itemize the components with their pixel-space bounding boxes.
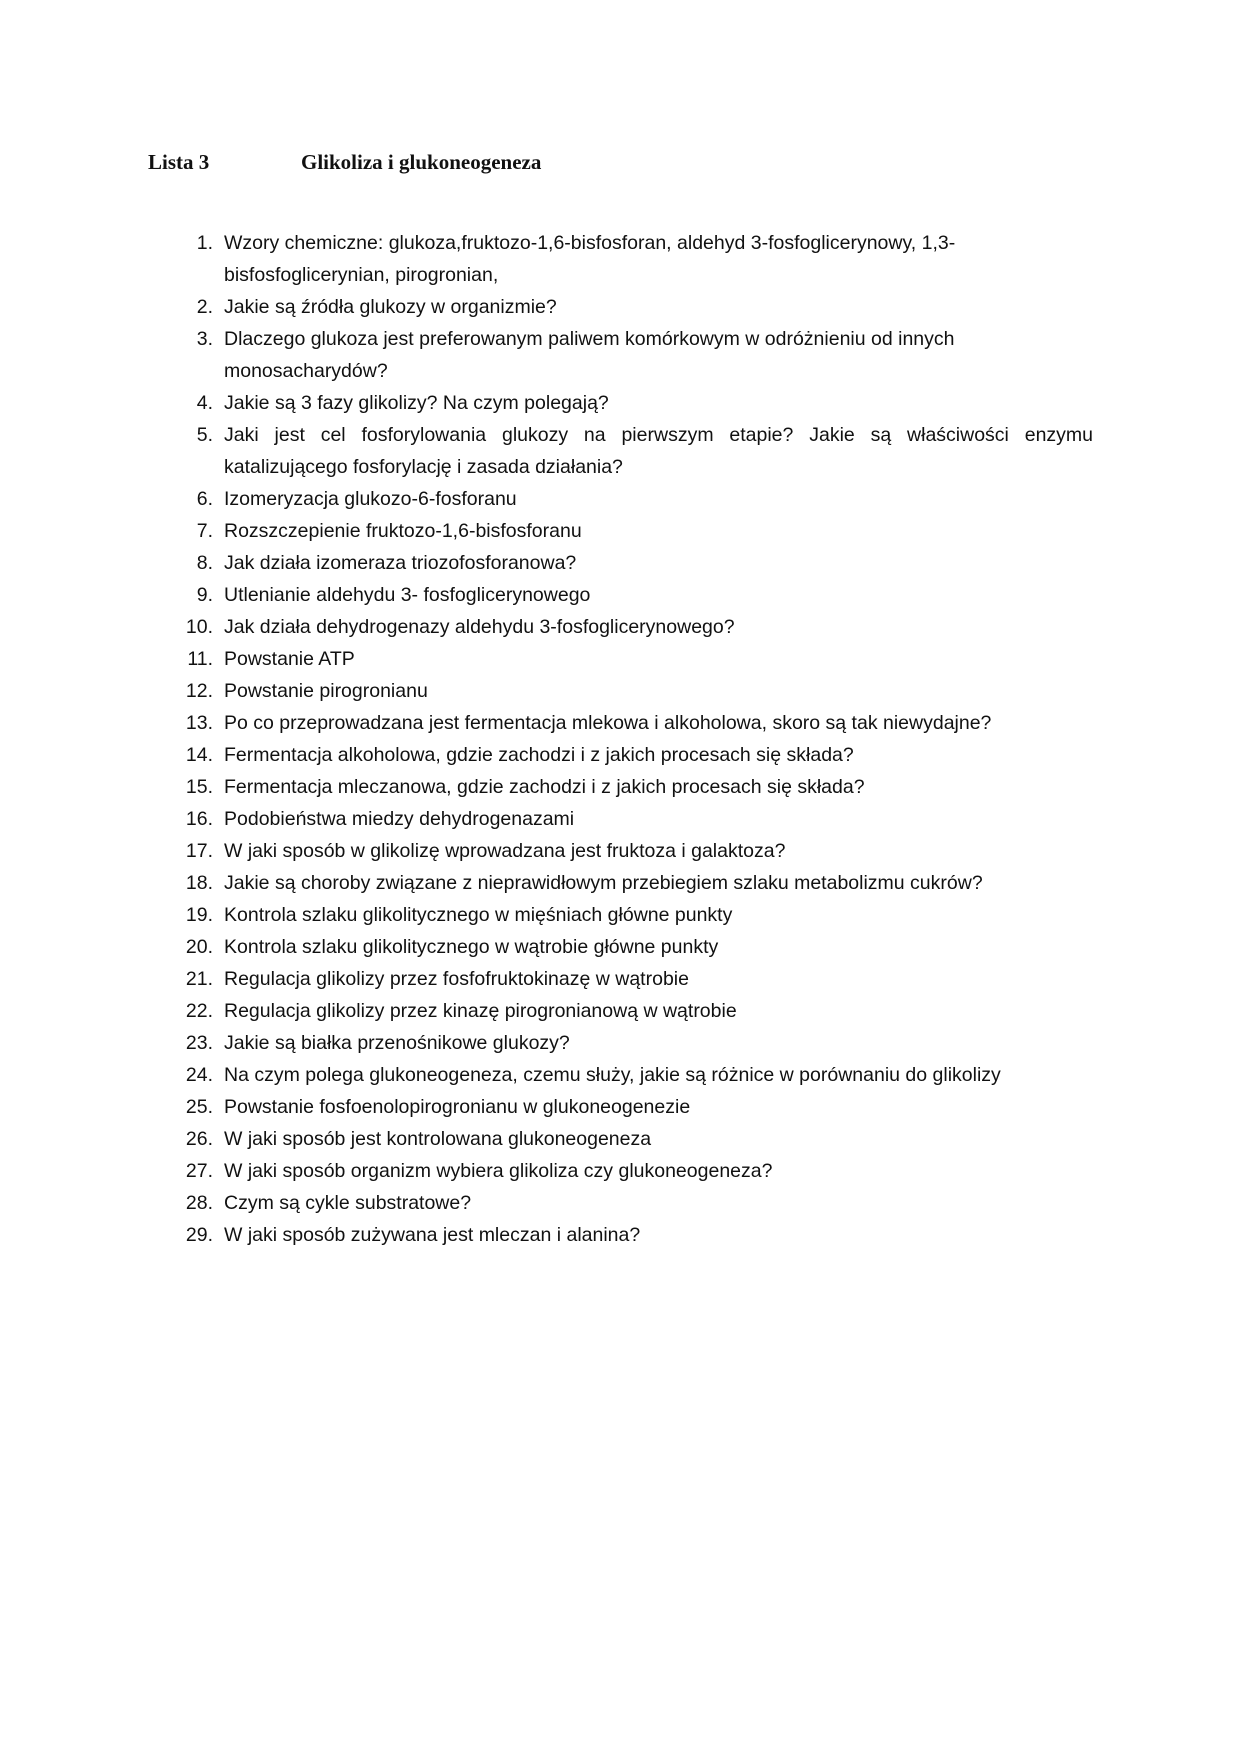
document-header [148,147,1108,177]
item-number: 25. [185,1096,213,1118]
list-item [183,707,1093,739]
item-text: W jaki sposób zużywana jest mleczan i alanina? [224,1224,641,1246]
item-text: Jak działa dehydrogenazy aldehydu 3-fosfoglicerynowego? [224,616,735,638]
list-label: Lista 3 [148,150,210,174]
item-number: 24. [185,1064,213,1086]
item-text: Kontrola szlaku glikolitycznego w mięśniach główne punkty [224,904,733,926]
item-text: Czym są cykle substratowe? [224,1192,472,1214]
item-number: 18. [185,872,213,894]
list-item [183,643,1093,675]
list-item [183,387,1093,419]
item-number: 7. [196,520,213,542]
question-list [183,227,1093,1251]
item-text: W jaki sposób w glikolizę wprowadzana jest fruktoza i galaktoza? [224,840,786,862]
item-text: Jak działa izomeraza triozofosforanowa? [224,552,577,574]
item-number: 23. [185,1032,213,1054]
item-text: Podobieństwa miedzy dehydrogenazami [224,808,575,830]
list-item [183,1219,1093,1251]
list-item [183,579,1093,611]
list-item [183,1155,1093,1187]
list-item [183,1187,1093,1219]
list-item [183,739,1093,771]
list-item [183,547,1093,579]
item-text: Powstanie fosfoenolopirogronianu w glukoneogenezie [224,1096,691,1118]
item-text: Powstanie pirogronianu [224,680,428,702]
list-item [183,931,1093,963]
item-text: Rozszczepienie fruktozo-1,6-bisfosforanu [224,520,582,542]
list-item [183,227,1093,291]
list-item [183,835,1093,867]
item-number: 11. [187,648,213,670]
item-text: Fermentacja mleczanowa, gdzie zachodzi i z jakich procesach się składa? [224,776,865,798]
item-text: Jakie są źródła glukozy w organizmie? [224,296,557,318]
item-number: 26. [185,1128,213,1150]
item-text: Wzory chemiczne: glukoza,fruktozo-1,6-bisfosforan, aldehyd 3-fosfoglicerynowy, 1,3-bisfosfoglicerynian, pirogronian, [224,232,956,286]
list-item [183,771,1093,803]
item-number: 2. [196,296,213,318]
item-text: Izomeryzacja glukozo-6-fosforanu [224,488,517,510]
item-text: Powstanie ATP [224,648,355,670]
item-text: Regulacja glikolizy przez fosfofruktokinazę w wątrobie [224,968,689,990]
item-number: 15. [185,776,213,798]
list-item [183,323,1093,387]
item-number: 19. [185,904,213,926]
item-number: 16. [185,808,213,830]
item-text: Po co przeprowadzana jest fermentacja mlekowa i alkoholowa, skoro są tak niewydajne? [224,712,992,734]
item-text: Utlenianie aldehydu 3- fosfoglicerynowego [224,584,591,606]
list-item [183,515,1093,547]
item-number: 12. [185,680,213,702]
list-item [183,803,1093,835]
item-text: Dlaczego glukoza jest preferowanym paliwem komórkowym w odróżnieniu od innych monosacharydów? [224,328,955,382]
item-number: 3. [196,328,213,350]
list-item [183,867,1093,899]
list-item [183,995,1093,1027]
item-text: Jakie są 3 fazy glikolizy? Na czym polegają? [224,392,609,414]
item-number: 4. [196,392,213,414]
document-title: Glikoliza i glukoneogeneza [301,150,542,174]
item-number: 13. [185,712,213,734]
list-item [183,483,1093,515]
item-number: 8. [196,552,213,574]
item-text: Kontrola szlaku glikolitycznego w wątrobie główne punkty [224,936,719,958]
item-text: W jaki sposób jest kontrolowana glukoneogeneza [224,1128,652,1150]
list-item [183,1027,1093,1059]
item-number: 9. [196,584,213,606]
item-number: 29. [185,1224,213,1246]
item-number: 22. [185,1000,213,1022]
item-text: Regulacja glikolizy przez kinazę pirogronianową w wątrobie [224,1000,737,1022]
list-item [183,1091,1093,1123]
list-item [183,963,1093,995]
list-item [183,611,1093,643]
item-number: 6. [196,488,213,510]
item-number: 10. [185,616,213,638]
list-item [183,291,1093,323]
list-item [183,1059,1093,1091]
item-number: 5. [196,424,213,446]
item-number: 28. [185,1192,213,1214]
item-number: 1. [196,232,213,254]
item-number: 21. [185,968,213,990]
item-number: 14. [185,744,213,766]
item-text: Jakie są choroby związane z nieprawidłowym przebiegiem szlaku metabolizmu cukrów? [224,872,983,894]
item-text: Jakie są białka przenośnikowe glukozy? [224,1032,570,1054]
list-item [183,1123,1093,1155]
list-item [183,419,1093,483]
item-number: 20. [185,936,213,958]
item-number: 17. [185,840,213,862]
item-text: Jaki jest cel fosforylowania glukozy na pierwszym etapie? Jakie są właściwości enzymu katalizującego fosforylację i zasada działania? [224,424,1093,478]
item-text: Fermentacja alkoholowa, gdzie zachodzi i z jakich procesach się składa? [224,744,854,766]
item-text: W jaki sposób organizm wybiera glikoliza czy glukoneogeneza? [224,1160,773,1182]
list-item [183,675,1093,707]
item-number: 27. [185,1160,213,1182]
list-item [183,899,1093,931]
item-text: Na czym polega glukoneogeneza, czemu służy, jakie są różnice w porównaniu do glikolizy [224,1064,1001,1086]
